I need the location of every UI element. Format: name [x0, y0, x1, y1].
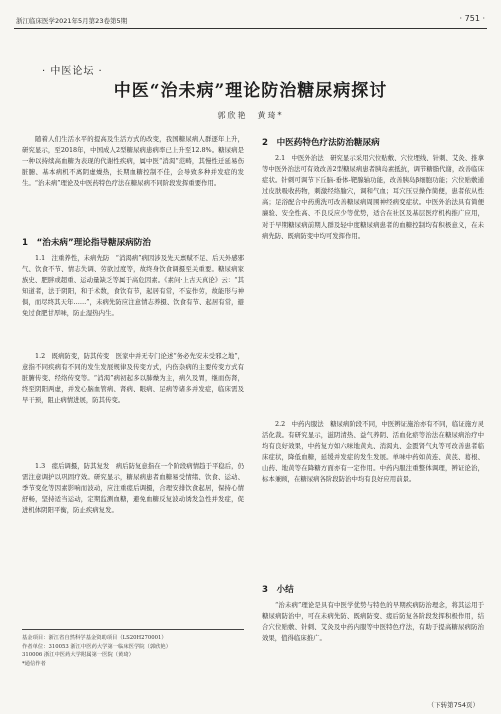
column-tag: · 中医论坛 · — [42, 66, 103, 77]
page-number: · 751 · — [459, 14, 485, 23]
running-head — [14, 14, 487, 29]
intro-paragraph: 随着人们生活水平的提高及生活方式的改变，我国糖尿病人群逐年上升，研究显示，至2018年，中国成人2型糖尿病患病率已上升至12.8%。糖尿病是一种以持续高血糖为表现的代谢性疾病，属中医“消渴”范畴，其慢性迁延易伤脏腑、基本病机不离阴虚燥热，长期血糖控制不佳，会导致多种并发症的发生。“治未病”理论及中医药特色疗法在糖尿病不同阶段发挥重要作用。 — [22, 135, 244, 188]
article-title: 中医“治未病”理论防治糖尿病探讨 — [113, 81, 388, 101]
paragraph-2-2: 2.2 中药内服法 糖尿病阶段不同，中医辨证施治亦有不同，临证施方灵活化裁。有研究显示，滋阴清热、益气养阴、活血化瘀等治法在糖尿病治疗中均有良好效果，中药复方如六味地黄丸、消渴丸、金匮肾气丸等可改善患者临床症状，降低血糖，延缓并发症的发生发展。单味中药如黄连、黄芪、葛根、山药、地黄等在降糖方面亦有一定作用。中药内服注重整体调理，辨证论治，标本兼顾，在糖尿病各阶段防治中均有良好应用前景。 — [262, 420, 484, 484]
journal-info: 浙江临床医学2021年5月第23卷第5期 — [16, 17, 128, 25]
continuation-note: （下转第754页） — [427, 701, 479, 709]
footnote-funding: 基金项目：浙江省自然科学基金资助项目（LS20H270001） — [22, 635, 167, 641]
left-column — [22, 134, 244, 583]
paragraph-3: “治未病”理论是具有中医学优势与特色的早期疾病防治理念，将其运用于糖尿病防治中，可在未病先防、既病防变、瘥后防复各阶段发挥积极作用，结合穴位贴敷、针刺、艾灸及中药内服等中医特色疗法，有助于提高糖尿病防治效果，值得临床推广。 — [262, 601, 484, 643]
footnote-corresponding: *通信作者 — [22, 660, 46, 667]
paragraph-1-3: 1.3 瘥后调摄，防其复发 病后防复意指在一个阶段病情趋于平稳后，仍需注意调护以巩固疗效。研究显示，糖尿病患者血糖易受情绪、饮食、运动、季节变化等因素影响而波动，应注重瘥后调摄，合理安排饮食起居，保持心情舒畅，坚持适当运动，定期监测血糖，避免血糖反复波动诱发急性并发症，促进机体阴阳平衡，防止疾病复发。 — [22, 462, 244, 515]
paragraph-1-2: 1.2 既病防变，防其传变 医家中并无专门论述“务必先安未受邪之地”，意指不同疾病有不同的发生发展规律及传变方式，内伤杂病的主要传变方式有脏腑传变、经络传变等。“消渴”病初起多以肺燥为主，病久及胃，继而伤肾，终至阴阳两虚，并发心脑血管病、肾病、眼病、足病等诸多并发症，临床需及早干预，阻止病情进展，防其传变。 — [22, 352, 244, 405]
footnote-block — [22, 629, 244, 668]
paragraph-2-1: 2.1 中医外治法 研究显示采用穴位贴敷、穴位埋线、针刺、艾灸、推拿等中医外治法可有效改善2型糖尿病患者胰岛素抵抗，调节糖脂代谢，改善临床症状。针刺可调节下丘脑-垂体-靶腺轴功能，改善胰岛β细胞功能；穴位贴敷通过皮肤吸收药物，刺激经络腧穴，调和气血；耳穴压豆操作简便，患者依从性高；足浴配合中药熏洗可改善糖尿病周围神经病变症状。中医外治法具有简便廉验、安全性高、不良反应少等优势，适合在社区及基层医疗机构推广应用，对于早期糖尿病前期人群及轻中度糖尿病患者的血糖控制均有积极意义，在未病先防、既病防变中均可发挥作用。 — [262, 154, 484, 240]
authors: 郭欣艳 黄琦* — [217, 111, 284, 120]
section-heading-1: 1 “治未病”理论指导糖尿病防治 — [22, 238, 151, 248]
section-heading-2: 2 中医药特色疗法防治糖尿病 — [262, 138, 380, 148]
section-heading-3: 3 小结 — [262, 585, 294, 595]
paragraph-1-1: 1.1 注重养性，未病先防 “消渴病”病因涉及先天禀赋不足、后天外感邪气、饮食不节、情志失调、劳欲过度等，故终身饮食调摄至关重要。糖尿病家族史、肥胖或超重、运动量缺乏等属于高危因素。《素问·上古天真论》云：“其知道者，法于阴阳，和于术数，食饮有节，起居有常，不妄作劳，故能形与神俱，而尽终其天年……”，未病先防应注意情志养摄、饮食有节、起居有常，避免过食肥甘厚味，防止湿热内生。 — [22, 254, 244, 318]
footnote-affiliation-2: 310006 浙江中医药大学附属第一医院（黄琦） — [22, 652, 134, 659]
footnote-affiliation-1: 作者单位：310053 浙江中医药大学第一临床医学院（郭欣艳） — [22, 643, 172, 650]
right-column — [262, 134, 484, 655]
